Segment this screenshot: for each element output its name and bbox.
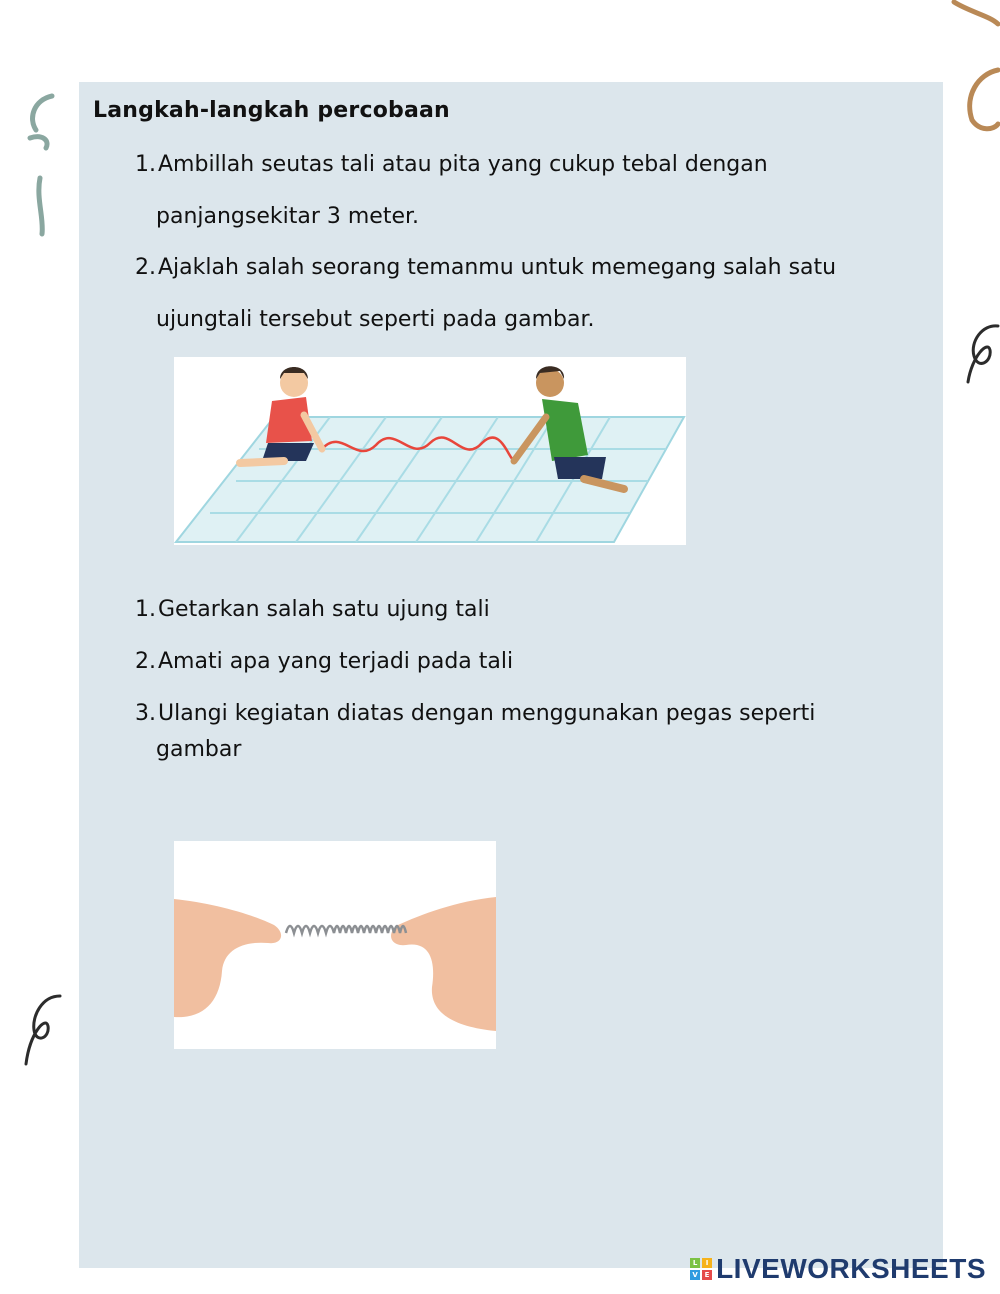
step-number: 3. [135,701,156,726]
rope-experiment-illustration [174,357,686,545]
logo-text: LIVEWORKSHEETS [716,1253,986,1284]
bottom-step-1 [128,597,888,623]
step-text-line1: Ambillah seutas tali atau pita yang cukup tebal dengan [158,152,768,177]
step-number: 1. [135,152,156,177]
scribble-right-top-decoration [950,0,1000,150]
step-number: 1. [135,597,156,622]
logo-mark-icon: L I V E [690,1258,712,1280]
page-heading: Langkah-langkah percobaan [93,98,450,123]
spring-photo-svg [174,841,496,1049]
step-text-line2: ujungtali tersebut seperti pada gambar. [156,307,595,332]
bottom-step-3 [128,701,888,763]
top-step-1 [128,152,888,230]
step-text-line2: gambar [156,737,242,762]
step-text-line1: Ajaklah salah seorang temanmu untuk memegang salah satu [158,255,837,280]
top-step-2 [128,255,888,333]
spring-fingers-photo [174,841,496,1049]
step-text-line1: Ulangi kegiatan diatas dengan menggunakan pegas seperti [158,701,816,726]
step-text-line2: panjangsekitar 3 meter. [156,204,420,229]
liveworksheets-logo [690,1252,986,1286]
step-number: 2. [135,649,156,674]
step-text-line1: Amati apa yang terjadi pada tali [158,649,514,674]
scribble-right-mid-decoration [962,320,1000,390]
bottom-step-2 [128,649,888,675]
scribble-left-bottom-decoration [22,990,62,1070]
step-text-line1: Getarkan salah satu ujung tali [158,597,490,622]
rope-illustration-svg [174,357,686,545]
scribble-left-top-decoration [22,88,62,238]
step-number: 2. [135,255,156,280]
